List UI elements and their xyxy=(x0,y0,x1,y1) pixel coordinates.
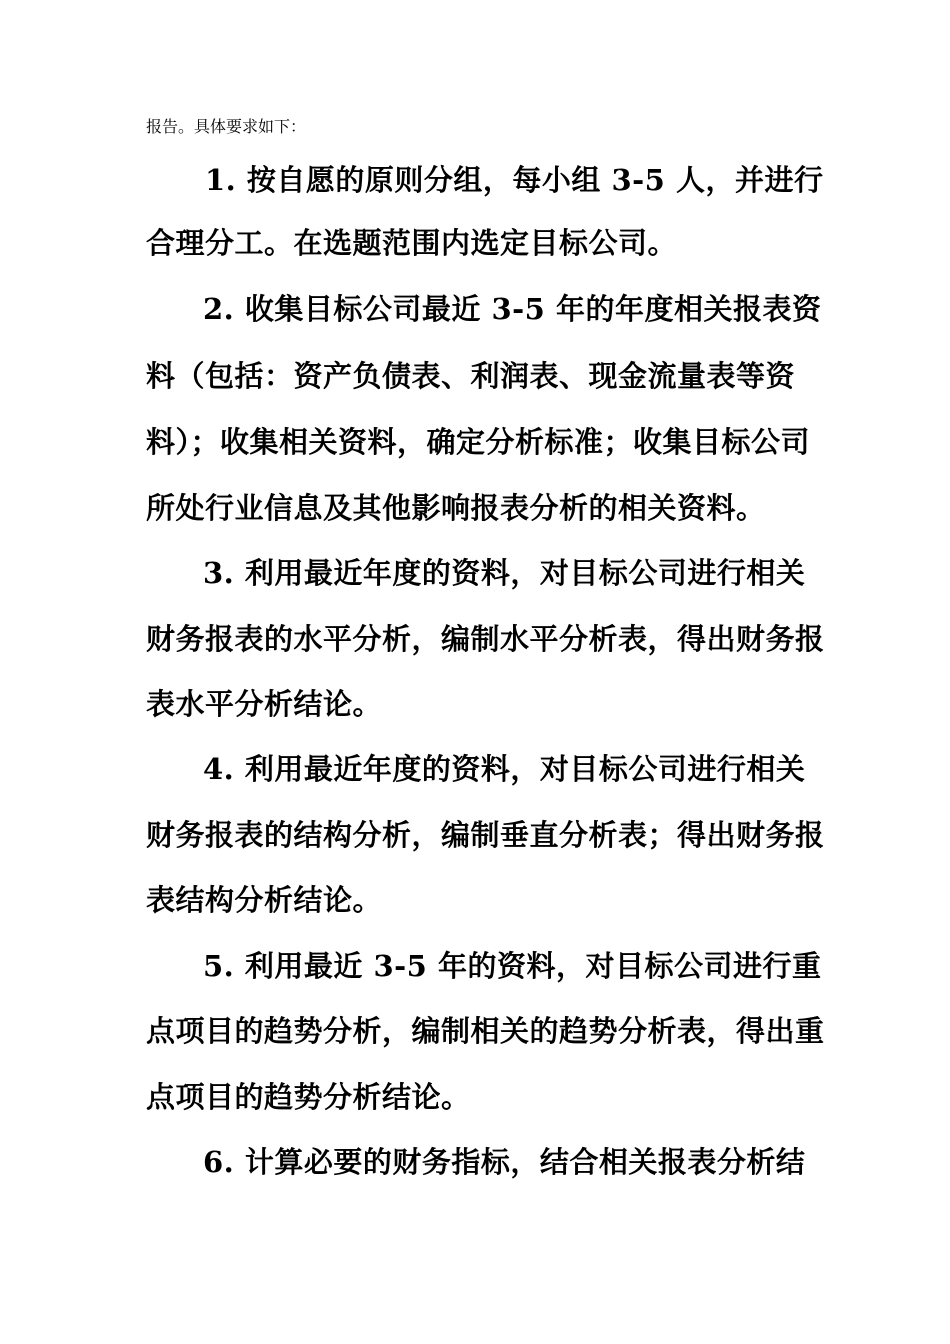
requirement-1-line-2: 合理分工。在选题范围内选定目标公司。 xyxy=(146,226,678,260)
requirement-2-line-4: 所处行业信息及其他影响报表分析的相关资料。 xyxy=(146,491,766,525)
requirement-1-line-1: 1. 按自愿的原则分组，每小组 3-5 人，并进行 xyxy=(205,163,824,197)
requirement-3-line-1: 3. 利用最近年度的资料，对目标公司进行相关 xyxy=(203,556,806,590)
requirement-6-line-1: 6. 计算必要的财务指标，结合相关报表分析结 xyxy=(203,1145,806,1179)
requirement-4-line-2: 财务报表的结构分析，编制垂直分析表；得出财务报 xyxy=(146,818,825,852)
requirement-5-line-1: 5. 利用最近 3-5 年的资料，对目标公司进行重 xyxy=(203,949,822,983)
requirement-2-line-2: 料（包括：资产负债表、利润表、现金流量表等资 xyxy=(146,359,796,393)
requirement-4-line-3: 表结构分析结论。 xyxy=(146,883,383,917)
requirement-3-line-2: 财务报表的水平分析，编制水平分析表，得出财务报 xyxy=(146,622,825,656)
requirement-3-line-3: 表水平分析结论。 xyxy=(146,687,383,721)
requirement-5-line-2: 点项目的趋势分析，编制相关的趋势分析表，得出重 xyxy=(146,1014,825,1048)
requirement-2-line-1: 2. 收集目标公司最近 3-5 年的年度相关报表资 xyxy=(203,292,822,326)
requirement-4-line-1: 4. 利用最近年度的资料，对目标公司进行相关 xyxy=(203,752,806,786)
intro-text: 报告。具体要求如下： xyxy=(146,117,307,136)
requirement-2-line-3: 料）；收集相关资料，确定分析标准；收集目标公司 xyxy=(146,425,811,459)
requirement-5-line-3: 点项目的趋势分析结论。 xyxy=(146,1080,471,1114)
